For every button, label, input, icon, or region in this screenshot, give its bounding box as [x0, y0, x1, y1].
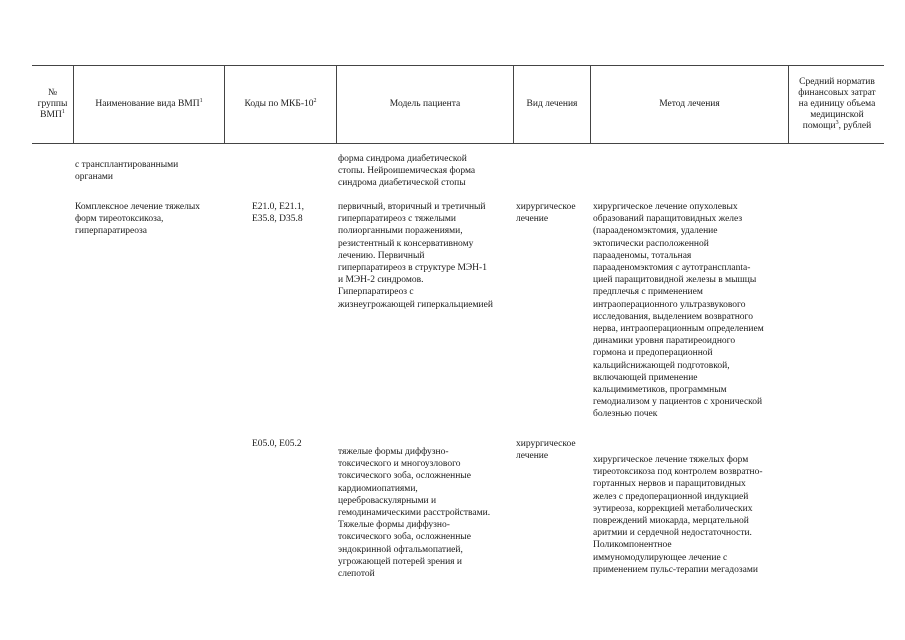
row2-vmp-name: Комплексное лечение тяжелых форм тиреотоксикоза, гиперпаратиреоза	[75, 202, 201, 237]
header-avg-norm: Средний норматив финансовых затрат на единицу объема медицинской помощи$^3$, рублей	[798, 77, 876, 131]
row1-patient-model: форма синдрома диабетической стопы. Нейроишемическая форма синдрома диабетической стопы	[338, 154, 476, 189]
header-treatment-method: Метод лечения	[659, 99, 720, 109]
row3-treatment-method: хирургическое лечение тяжелых форм тиреотоксикоза под контролем возвратно- гортанных нервов и паращитовидных желез с предоперационной индукцией эутиреоза, коррекцией метаболических повреждений миокарда, мерцательной аритмии и сердечной недостаточности. Поликомпонентное иммуномодулирующее лечение с применением пульс-терапии мегадозами	[593, 455, 763, 575]
row2-mkb-codes: E21.0, E21.1, E35.8, D35.8	[252, 202, 304, 225]
header-vmp-name: Наименование вида ВМП$^1$	[95, 97, 203, 109]
row2-treatment-method: хирургическое лечение опухолевых образований паращитовидных желез (парааденомэктомия, удаление эктопически расположенной парааденомы, тотальная парааденомэктомия с аутотрансплanta- цией паращитовидной железы в мышцы предплечья с применением интраоперационного ультразвукового исследования, выделением возвратного нерва, интраоперационным определением динамики уровня паратиреоидного гормона и предоперационной кальцийснижающей подготовкой, включающей применение кальцимиметиков, программным гемодиализом у пациентов с хронической болезнью почек	[593, 202, 764, 420]
header-bottom-border	[32, 143, 884, 144]
row3-patient-model: тяжелые формы диффузно- токсического и многоузлового токсического зоба, осложненные кардиомиопатиями, цереброваскулярными и гемодинамическими расстройствами. Тяжелые формы диффузно- токсического зоба, осложненные эндокринной офтальмопатией, угрожающей потерей зрения и слепотой	[338, 447, 491, 580]
header-treatment-type: Вид лечения	[526, 99, 578, 109]
header-mkb-codes: Коды по МКБ-$10^2$	[244, 97, 317, 109]
header-patient-model: Модель пациента	[389, 99, 461, 109]
row3-mkb-codes: E05.0, E05.2	[252, 439, 302, 449]
row1-vmp-name: с трансплантированными органами	[75, 160, 179, 183]
row3-treatment-type: хирургическое лечение	[516, 439, 576, 462]
row2-patient-model: первичный, вторичный и третичный гиперпаратиреоз с тяжелыми полиорганными поражениями, резистентный к консервативному лечению. Первичный гиперпаратиреоз в структуре МЭН-1 и МЭН-2 синдромов. Гиперпаратиреоз с жизнеугрожающей гиперкальциемией	[338, 202, 493, 310]
header-group-no: № группы ВМП$^1$	[37, 88, 68, 120]
row2-treatment-type: хирургическое лечение	[516, 202, 576, 225]
